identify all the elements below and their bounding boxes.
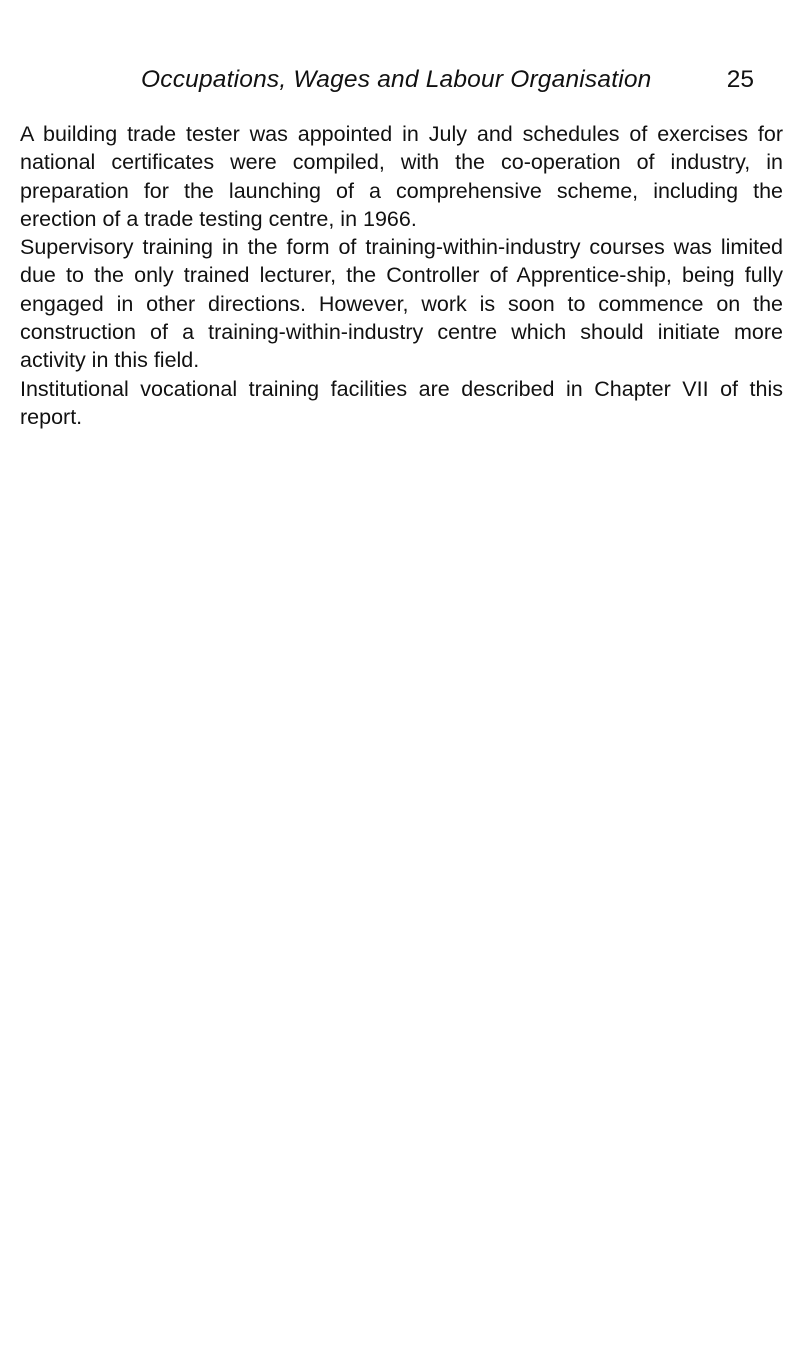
running-title: Occupations, Wages and Labour Organisation <box>141 66 652 93</box>
paragraph-trade-tester: A building trade tester was appointed in July and schedules of exercises for national certificates were compiled, with the co-operation of industry, in preparation for the launching of a comprehensive scheme, including the erection of a trade testing centre, in 1966. <box>20 122 783 231</box>
body-text <box>20 120 783 431</box>
paragraph-supervisory-training: Supervisory training in the form of training-within-industry courses was limited due to the only trained lecturer, the Controller of Apprentice-ship, being fully engaged in other directions. However, work is soon to commence on the construction of a training-within-industry centre which should initiate more activity in this field. <box>20 235 783 373</box>
page-header <box>0 66 800 106</box>
paragraph-institutional-training: Institutional vocational training facilities are described in Chapter VII of this report. <box>20 376 783 429</box>
page-number: 25 <box>726 66 754 93</box>
